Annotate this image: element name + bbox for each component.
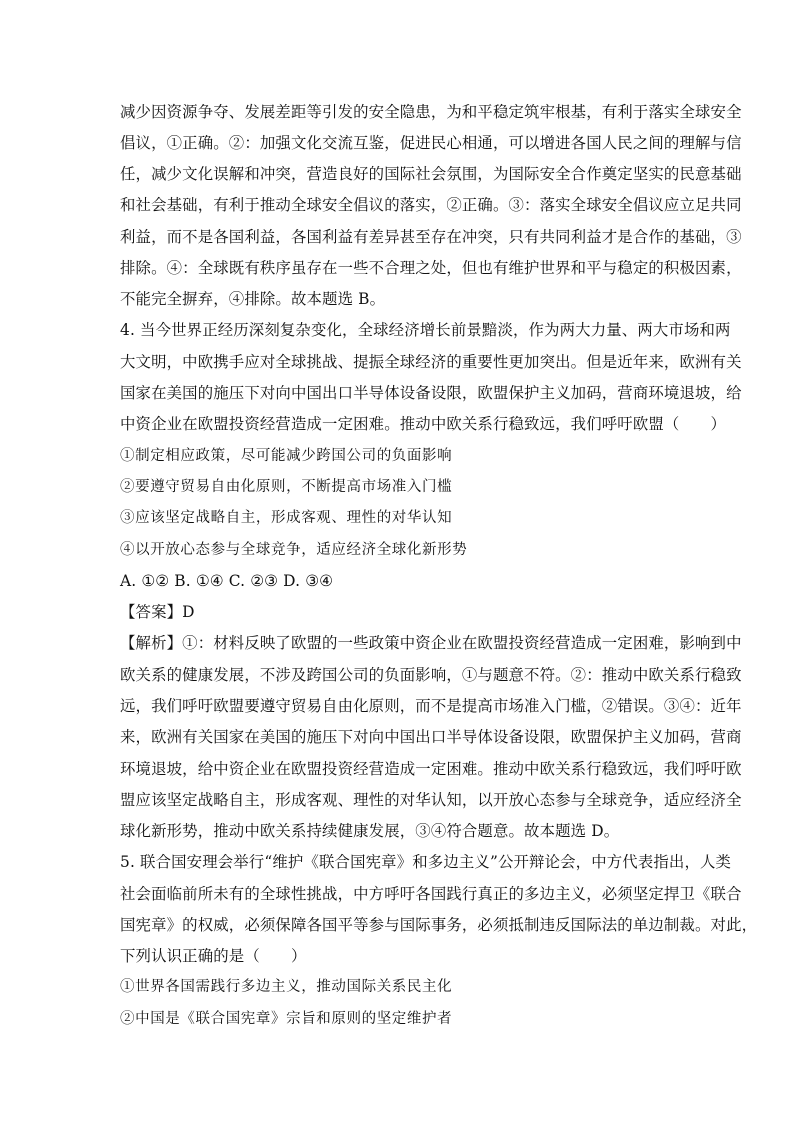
text-line: 中资企业在欧盟投资经营造成一定困难。推动中欧关系行稳致远，我们呼吁欧盟（ ） [120, 415, 727, 433]
text-line: 不能完全摒弃，④排除。故本题选 B。 [120, 290, 386, 308]
text-line: 任，减少文化误解和冲突，营造良好的国际社会氛围，为国际安全合作奠定坚实的民意基础 [120, 165, 742, 183]
text-line: 下列认识正确的是（ ） [120, 947, 307, 965]
answer-label: 【答案】D [120, 603, 195, 621]
text-line: 利益，而不是各国利益，各国利益有差异甚至存在冲突，只有共同利益才是合作的基础，③ [120, 228, 742, 246]
text-line: 和社会基础，有利于推动全球安全倡议的落实，②正确。③：落实全球安全倡议应立足共同 [120, 196, 742, 214]
text-line: 大文明，中欧携手应对全球挑战、提振全球经济的重要性更加突出。但是近年来，欧洲有关 [120, 353, 742, 371]
statement-2: ②要遵守贸易自由化原则，不断提高市场准入门槛 [120, 479, 453, 495]
text-line: 国宪章》的权威，必须保障各国平等参与国际事务，必须抵制违反国际法的单边制裁。对此， [120, 916, 758, 934]
question-5-stem: 5. 联合国安理会举行“维护《联合国宪章》和多边主义”公开辩论会，中方代表指出，人类 [120, 853, 732, 871]
statement-3: ③应该坚定战略自主，形成客观、理性的对华认知 [120, 510, 453, 526]
text-line: 欧关系的健康发展，不涉及跨国公司的负面影响，①与题意不符。②：推动中欧关系行稳致 [120, 666, 742, 684]
statement-2: ②中国是《联合国宪章》宗旨和原则的坚定维护者 [120, 1011, 453, 1027]
text-line: 排除。④：全球既有秩序虽存在一些不合理之处，但也有维护世界和平与稳定的积极因素， [120, 259, 742, 277]
statement-1: ①世界各国需践行多边主义，推动国际关系民主化 [120, 979, 453, 995]
text-line: 社会面临前所未有的全球性挑战，中方呼吁各国践行真正的多边主义，必须坚定捍卫《联合 [120, 885, 742, 903]
text-line: 远，我们呼吁欧盟要遵守贸易自由化原则，而不是提高市场准入门槛，②错误。③④：近年 [120, 697, 742, 715]
text-line: 球化新形势，推动中欧关系持续健康发展，③④符合题意。故本题选 D。 [120, 822, 620, 840]
statement-4: ④以开放心态参与全球竞争，适应经济全球化新形势 [120, 542, 468, 558]
text-line: 减少因资源争夺、发展差距等引发的安全隐患，为和平稳定筑牢根基，有利于落实全球安全 [120, 103, 742, 121]
text-line: 盟应该坚定战略自主，形成客观、理性的对华认知，以开放心态参与全球竞争，适应经济全 [120, 791, 742, 809]
text-line: 倡议，①正确。②：加强文化交流互鉴，促进民心相通，可以增进各国人民之间的理解与信 [120, 134, 742, 152]
text-line: 来，欧洲有关国家在美国的施压下对向中国出口半导体设备设限，欧盟保护主义加码，营商 [120, 728, 742, 746]
text-line: 环境退坡，给中资企业在欧盟投资经营造成一定困难。推动中欧关系行稳致远，我们呼吁欧 [120, 760, 742, 778]
text-line: 国家在美国的施压下对向中国出口半导体设备设限，欧盟保护主义加码，营商环境退坡，给 [120, 384, 742, 402]
analysis-text: 【解析】①：材料反映了欧盟的一些政策中资企业在欧盟投资经营造成一定困难，影响到中 [120, 634, 742, 652]
question-4-stem: 4. 当今世界正经历深刻复杂变化，全球经济增长前景黯淡，作为两大力量、两大市场和两 [120, 321, 731, 339]
answer-choices: A. ①② B. ①④ C. ②③ D. ③④ [120, 572, 334, 590]
statement-1: ①制定相应政策，尽可能减少跨国公司的负面影响 [120, 448, 453, 464]
